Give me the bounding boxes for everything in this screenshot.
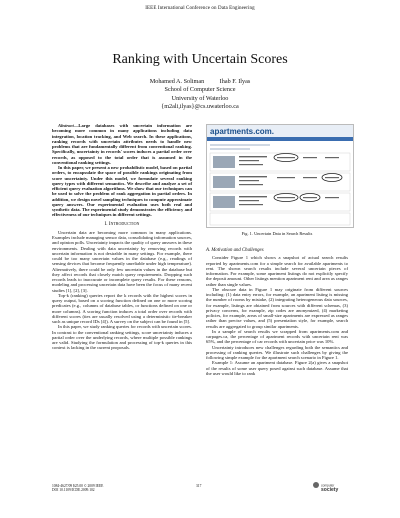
site-logo-text: apartments.com. [210,127,275,136]
page-number: 317 [196,484,202,488]
abstract-paragraph-1 [52,123,192,165]
motivation-paragraph-5: Example 1: Assume an apartment database. Figure 2(a) gives a snapshot of the results of some user query posed against such database. Assume that the user would like to rank [206,360,348,376]
motivation-paragraph-3: In a sample of search results we scrapped from apartments.com and carpages.ca, the percentage of apartment records with uncertain rent was 65%, and the percentage of car records with uncertain price was 10%. [206,328,348,345]
figure-caption: Fig. 1. Uncertain Data in Search Results [241,231,313,236]
author-university: University of Waterloo [171,94,229,102]
intro-paragraph-3: In this paper, we study ranking queries for records with uncertain scores. In contrast to the conventional ranking settings, score uncertainty induces a partial order over the underlying records, where multiple possible rankings are valid. Studying the formulation and processing of top-k queries in this context is lacking in the current proposals. [52,324,192,351]
abstract-text: Large databases with uncertain information are becoming more common in many applications including data integration, location tracking, and Web search. In these applications, ranking records with uncertain attributes needs to handle new problems that are fundamentally different from conventional ranking. Specifically, uncertainty in records' scores induces a partial order over records, as opposed to the total order that is assumed in the conventional ranking settings. [52,123,192,165]
conference-header: IEEE International Conference on Data Engineering [145,6,255,11]
logo-icon [313,482,319,488]
motivation-heading: A. Motivation and Challenges [206,248,264,253]
computer-society-logo [313,482,338,493]
apartments-search-image [207,125,353,227]
footer-line-2: DOI 10.1109/ICDE.2009.102 [52,488,95,493]
abstract-paragraph-2: In this paper, we present a new probabilistic model, based on partial orders, to encapsulate the space of possible rankings originating from score uncertainty. Under this model, we formulate several ranking query types with different semantics. We describe and analyze a set of efficient query evaluation algorithms. We show that our techniques can be used to solve the problem of rank aggregation in partial orders. In addition, we design novel sampling techniques to compute approximate query answers. Our experimental evaluation uses both real and synthetic data. The experimental study demonstrates the efficiency and effectiveness of our techniques in different settings. [52,165,192,218]
intro-heading: I. Introduction [104,221,140,227]
author-email: {m2ali,ilyas}@cs.uwaterloo.ca [161,103,239,111]
logo-text-1: computer [321,483,335,488]
footer-line-1: 1084-4627/09 $25.00 © 2009 IEEE [52,484,104,488]
paper-title: Ranking with Uncertain Scores [112,52,288,67]
left-column [52,123,192,351]
footer-copyright [52,484,103,493]
intro-paragraph-2: Top-k (ranking) queries report the k records with the highest scores in query output, based on a scoring function defined on one or more scoring predicates (e.g., columns of database tables, or functions defined on one or more columns). A scoring function induces a total order over records with different scores (ties are usually resolved using a deterministic tie-breaker such as unique record IDs [4]). A survey on the subject can be found in [5]. [52,292,192,324]
motivation-paragraph-1: Consider Figure 1 which shows a snapshot of actual search results reported by apartments.com for a simple search for available apartments to rent. The shown search results include several uncertain pieces of information. For example, some apartment listings do not explicitly specify the deposit amount. Other listings mention apartment rent and area as ranges rather than single values. [206,255,348,287]
author-block [0,78,400,112]
right-column [206,248,348,376]
author-names: Mohamed A. Soliman Ihab F. Ilyas [149,78,251,85]
motivation-paragraph-4: Uncertainty introduces new challenges regarding both the semantics and processing of ranking queries. We illustrate such challenges by giving the following simple example for the apartment search scenario in Figure 1. [206,344,348,360]
logo-text-2: society [321,487,339,494]
abstract-lead: Abstract— [58,123,79,128]
motivation-paragraph-2: The obscure data in Figure 1 may originate from different sources including: (1) data entry errors, for example, an apartment listing is missing the number of rooms by mistake, (2) integrating heterogeneous data sources, for example, listings are obtained from sources with different schemas, (3) privacy concerns, for example, zip codes are anonymized, (4) marketing policies, for example, areas of small-size apartments are expressed as ranges rather than precise values, and (5) presentation style, for example, search results are aggregated to group similar apartments. [206,286,348,329]
intro-paragraph-1: Uncertain data are becoming more common in many applications. Examples include managing sensor data, consolidating information sources, and opinion polls. Uncertainty impacts the quality of query answers in these environments. Dealing with data uncertainty by removing records with uncertain information is not desirable in many settings. For example, there could be too many uncertain values in the database (e.g., readings of sensing devices that become frequently unreliable under high temperature). Alternatively, there could be only few uncertain values in the database but they affect records that closely match query requirements. Dropping such records leads to inaccurate or incomplete query results. For these reasons, modeling and processing uncertain data have been the focus of many recent studies [1], [2], [3]. [52,229,192,293]
figure-1-screenshot [206,124,354,228]
author-dept: School of Computer Science [164,86,236,94]
